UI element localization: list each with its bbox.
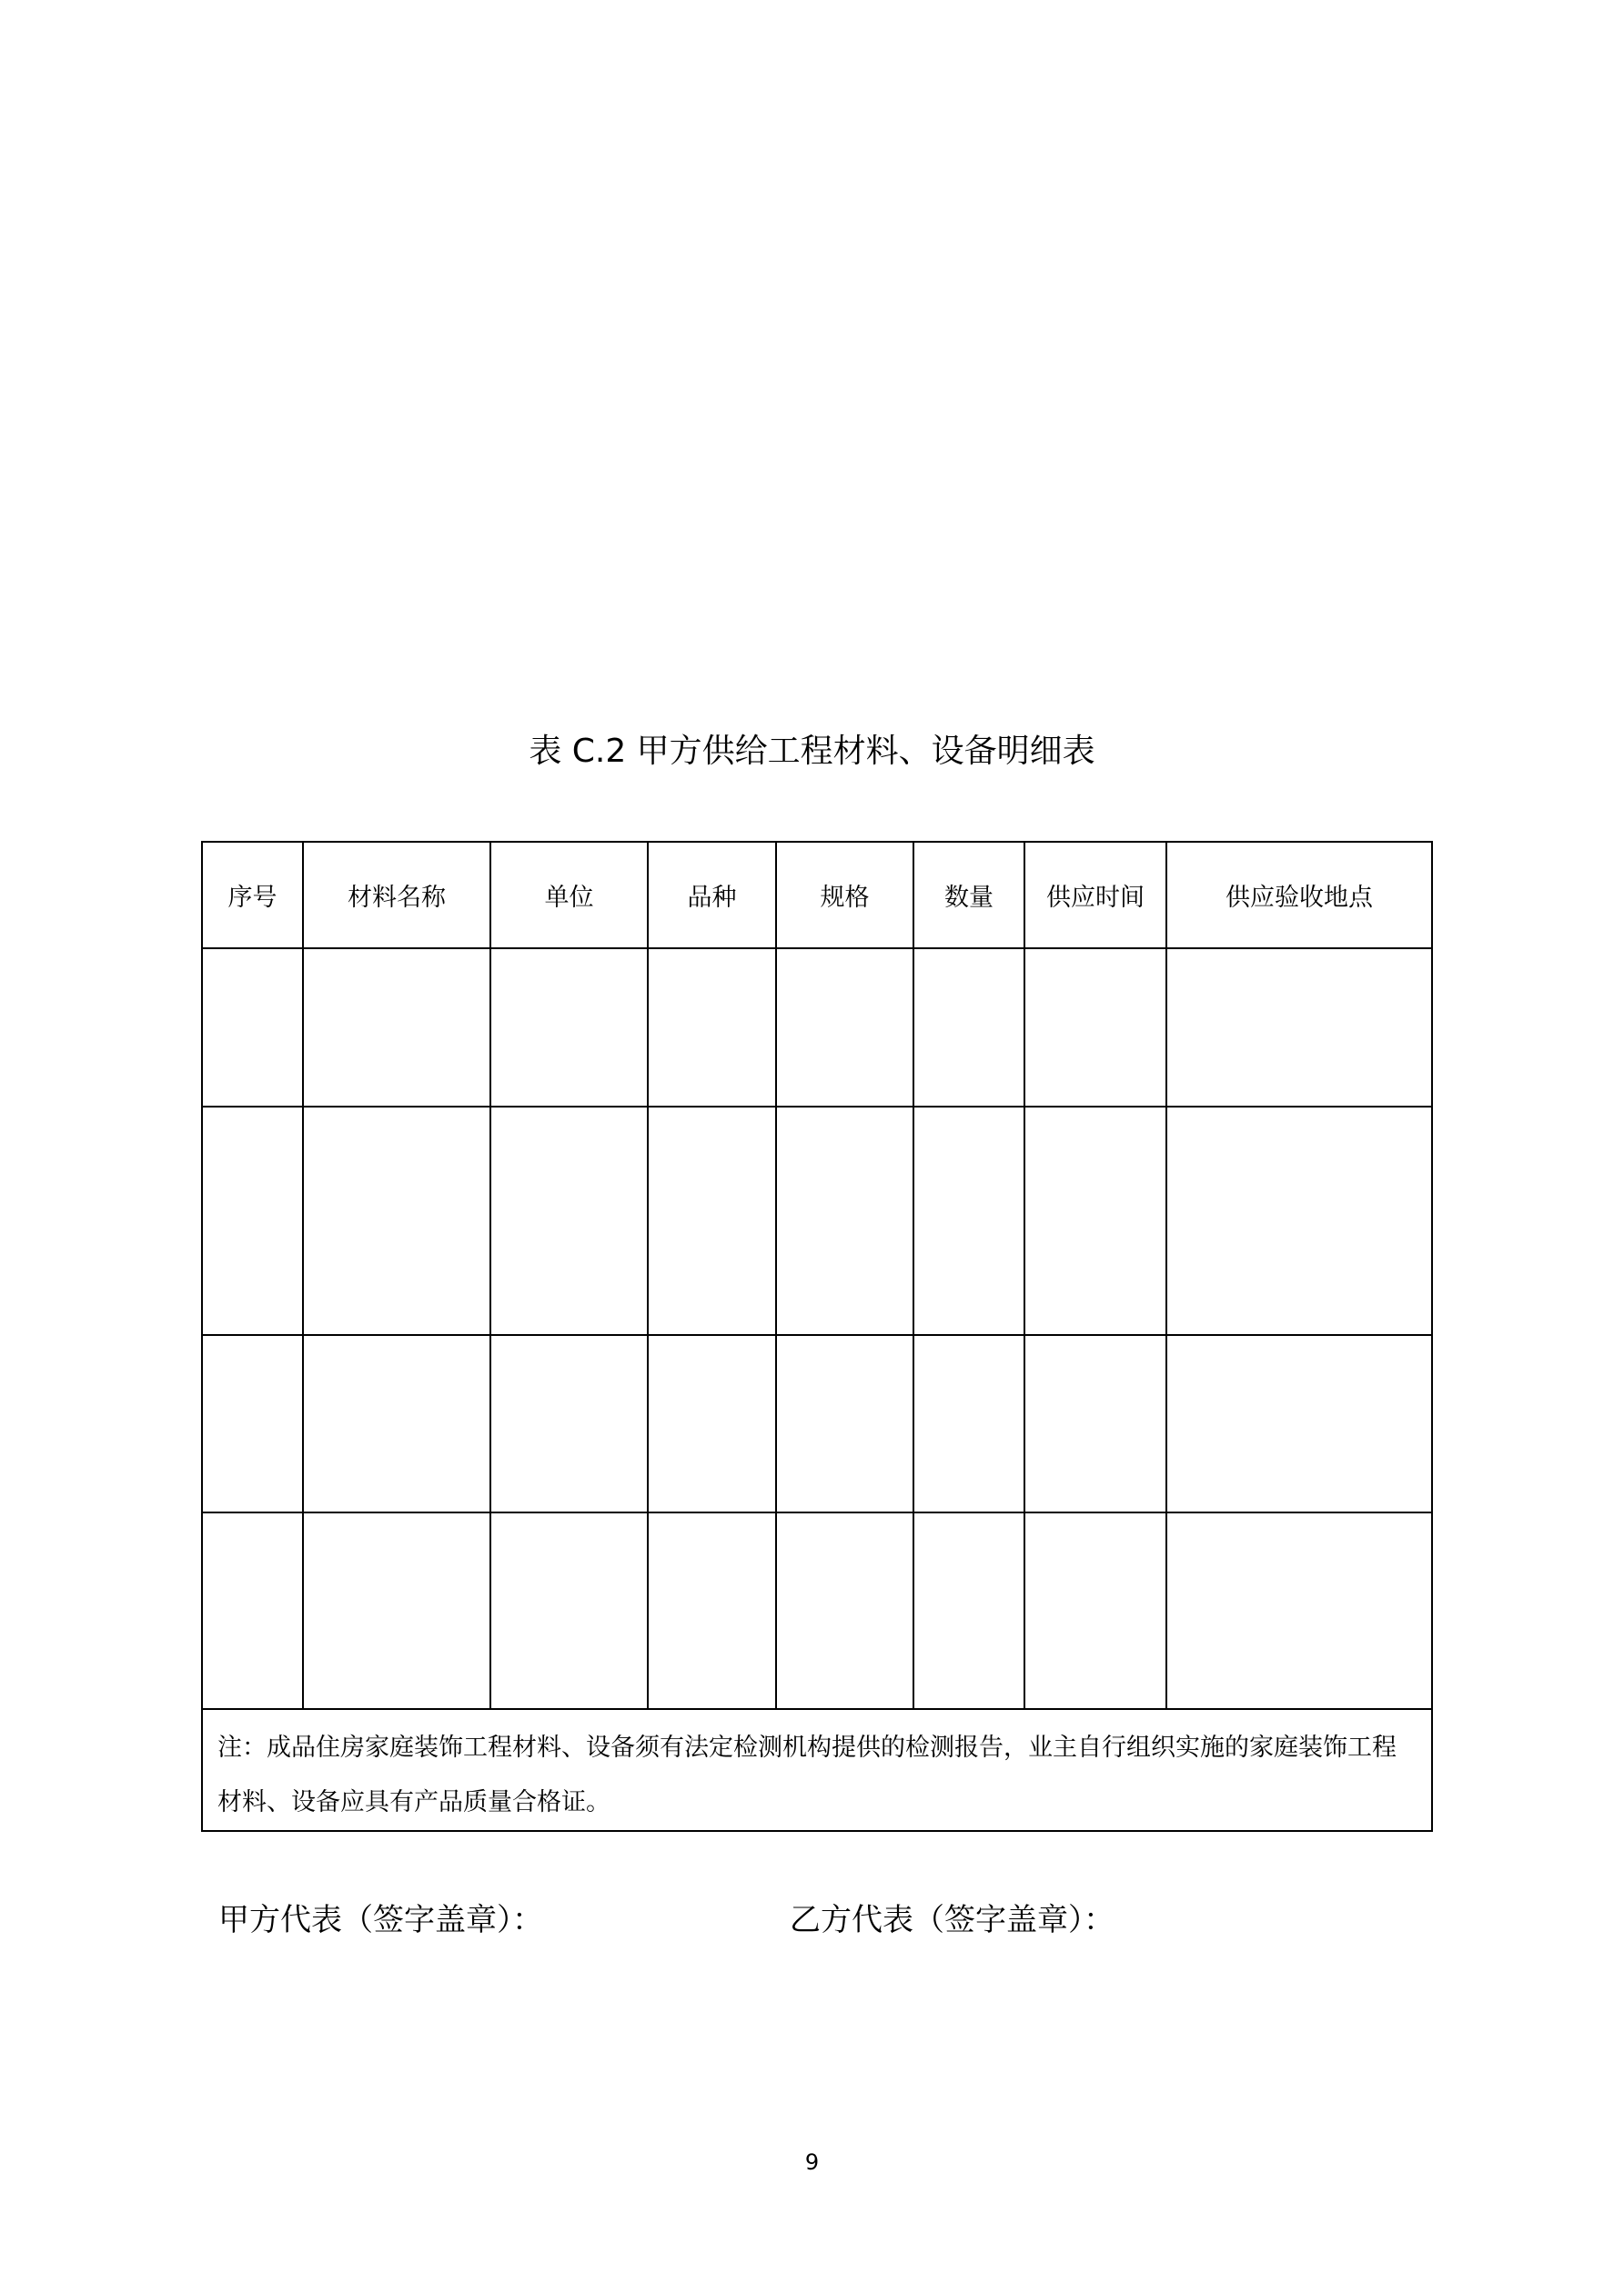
table-cell	[776, 1335, 913, 1512]
table-cell	[303, 948, 490, 1107]
table-cell	[303, 1512, 490, 1709]
table-cell	[648, 1335, 776, 1512]
table-cell	[1166, 1512, 1432, 1709]
table-cell	[1024, 1107, 1166, 1335]
page-number: 9	[804, 2149, 820, 2175]
table-cell	[303, 1335, 490, 1512]
table-cell	[776, 1512, 913, 1709]
table-cell	[202, 1107, 303, 1335]
table-cell	[1024, 1512, 1166, 1709]
table-row	[202, 948, 1432, 1107]
table-cell	[913, 1512, 1024, 1709]
table-cell	[648, 1512, 776, 1709]
column-header-serial: 序号	[202, 842, 303, 948]
table-cell	[490, 1335, 648, 1512]
table-cell	[913, 948, 1024, 1107]
table-cell	[776, 1107, 913, 1335]
table-cell	[648, 948, 776, 1107]
column-header-material-name: 材料名称	[303, 842, 490, 948]
table-row	[202, 1335, 1432, 1512]
table-cell	[1166, 1107, 1432, 1335]
column-header-unit: 单位	[490, 842, 648, 948]
column-header-supply-time: 供应时间	[1024, 842, 1166, 948]
table-note: 注：成品住房家庭装饰工程材料、设备须有法定检测机构提供的检测报告，业主自行组织实施的家庭装饰工程材料、设备应具有产品质量合格证。	[202, 1709, 1432, 1831]
table-cell	[202, 1512, 303, 1709]
table-cell	[1166, 1335, 1432, 1512]
column-header-variety: 品种	[648, 842, 776, 948]
table-cell	[303, 1107, 490, 1335]
party-b-signature-label: 乙方代表（签字盖章）：	[790, 1902, 1115, 1938]
table-title: 表 C.2 甲方供给工程材料、设备明细表	[529, 733, 1095, 770]
table-cell	[1024, 1335, 1166, 1512]
table-cell	[202, 1335, 303, 1512]
table-cell	[490, 1512, 648, 1709]
party-a-signature-label: 甲方代表（签字盖章）：	[218, 1902, 543, 1938]
table-note-row	[202, 1709, 1432, 1831]
column-header-quantity: 数量	[913, 842, 1024, 948]
table-cell	[1024, 948, 1166, 1107]
table-header-row	[202, 842, 1432, 948]
table-row	[202, 1107, 1432, 1335]
table-cell	[776, 948, 913, 1107]
materials-equipment-table	[201, 841, 1433, 1832]
table-cell	[1166, 948, 1432, 1107]
table-cell	[490, 948, 648, 1107]
table-cell	[490, 1107, 648, 1335]
table-row	[202, 1512, 1432, 1709]
table-cell	[913, 1335, 1024, 1512]
column-header-specification: 规格	[776, 842, 913, 948]
table-cell	[202, 948, 303, 1107]
table-cell	[648, 1107, 776, 1335]
table-cell	[913, 1107, 1024, 1335]
column-header-acceptance-location: 供应验收地点	[1166, 842, 1432, 948]
